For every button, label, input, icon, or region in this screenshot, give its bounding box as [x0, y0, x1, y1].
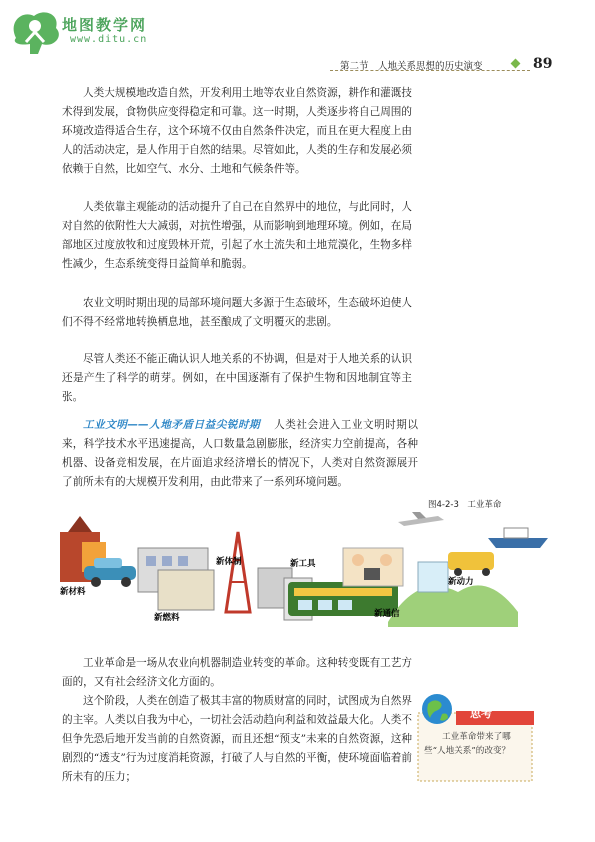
label-new-system: 新体制	[216, 557, 242, 567]
paragraph: 农业文明时期出现的局部环境问题大多源于生态破坏，生态破坏迫使人们不得不经常地转换栖息地，甚至酿成了文明覆灭的悲剧。	[62, 297, 412, 328]
label-new-power: 新动力	[448, 577, 474, 587]
paragraph: 这个阶段，人类在创造了极其丰富的物质财富的同时，试图成为自然界的主宰。人类以自我为中心，一切社会活动趋向利益和效益最大化。人类不但争先恐后地开发当前的自然资源，而且还想“预支”未来的自然资源，这种剧烈的“透支”行为过度消耗资源，打破了人与自然的平衡，使环境面临着前所未有的压力；	[62, 695, 412, 783]
diamond-icon	[511, 59, 521, 69]
label-new-communication: 新通信	[374, 609, 400, 619]
section-subheading: 工业文明——人地矛盾日益尖锐时期	[83, 419, 261, 431]
paragraph: 人类依靠主观能动的活动提升了自己在自然界中的地位，与此同时，人对自然的依附性大大减弱，对抗性增强，从而影响到地理环境。例如，在局部地区过度放牧和过度毁林开荒，引起了水土流失和土地荒漠化，生物多样性减少，生态系统变得日益简单和脆弱。	[62, 201, 412, 270]
industrial-revolution-illustration	[58, 512, 558, 637]
think-title: 思考	[470, 707, 492, 720]
header-rule	[330, 70, 530, 71]
label-new-fuel: 新燃料	[154, 613, 180, 623]
paragraph: 工业革命是一场从农业向机器制造业转变的革命。这种转变既有工艺方面的，又有社会经济文化方面的。	[62, 657, 412, 688]
label-new-materials: 新材料	[60, 587, 86, 597]
page-number: 89	[533, 56, 553, 72]
figure-caption: 图4-2-3 工业革命	[428, 500, 502, 510]
label-new-tools: 新工具	[290, 559, 316, 569]
industrial-paragraph	[62, 416, 418, 492]
paragraph: 人类大规模地改造自然，开发利用土地等农业自然资源，耕作和灌溉技术得到发展，食物供应变得稳定和可靠。这一时期，人类逐步将自己周围的环境改造得适合生存，这个环境不仅由自然条件决定，而且在更大程度上由人的活动决定，是人作用于自然的结果。尽管如此，人类的生存和发展必须依赖于自然，比如空气、水分、土地和气候条件等。	[62, 87, 412, 175]
globe-icon	[420, 692, 454, 726]
think-question: 工业革命带来了哪些“人地关系”的改变？	[424, 732, 511, 756]
section-title: 第二节 人地关系思想的历史演变	[340, 61, 483, 72]
industrial-text: 人类社会进入工业文明时期以来，科学技术水平迅速提高，人口数量急剧膨胀，经济实力空前提高，各种机器、设备竞相发展，在片面追求经济增长的情况下，人类对自然资源展开了前所未有的大规模开发利用，由此带来了一系列环境问题。	[62, 419, 418, 488]
watermark-url: www.ditu.cn	[70, 34, 148, 45]
paragraph: 尽管人类还不能正确认识人地关系的不协调，但是对于人地关系的认识还是产生了科学的萌芽。例如，在中国逐渐有了保护生物和因地制宜等主张。	[62, 353, 412, 403]
watermark-name: 地图教学网	[62, 16, 148, 34]
